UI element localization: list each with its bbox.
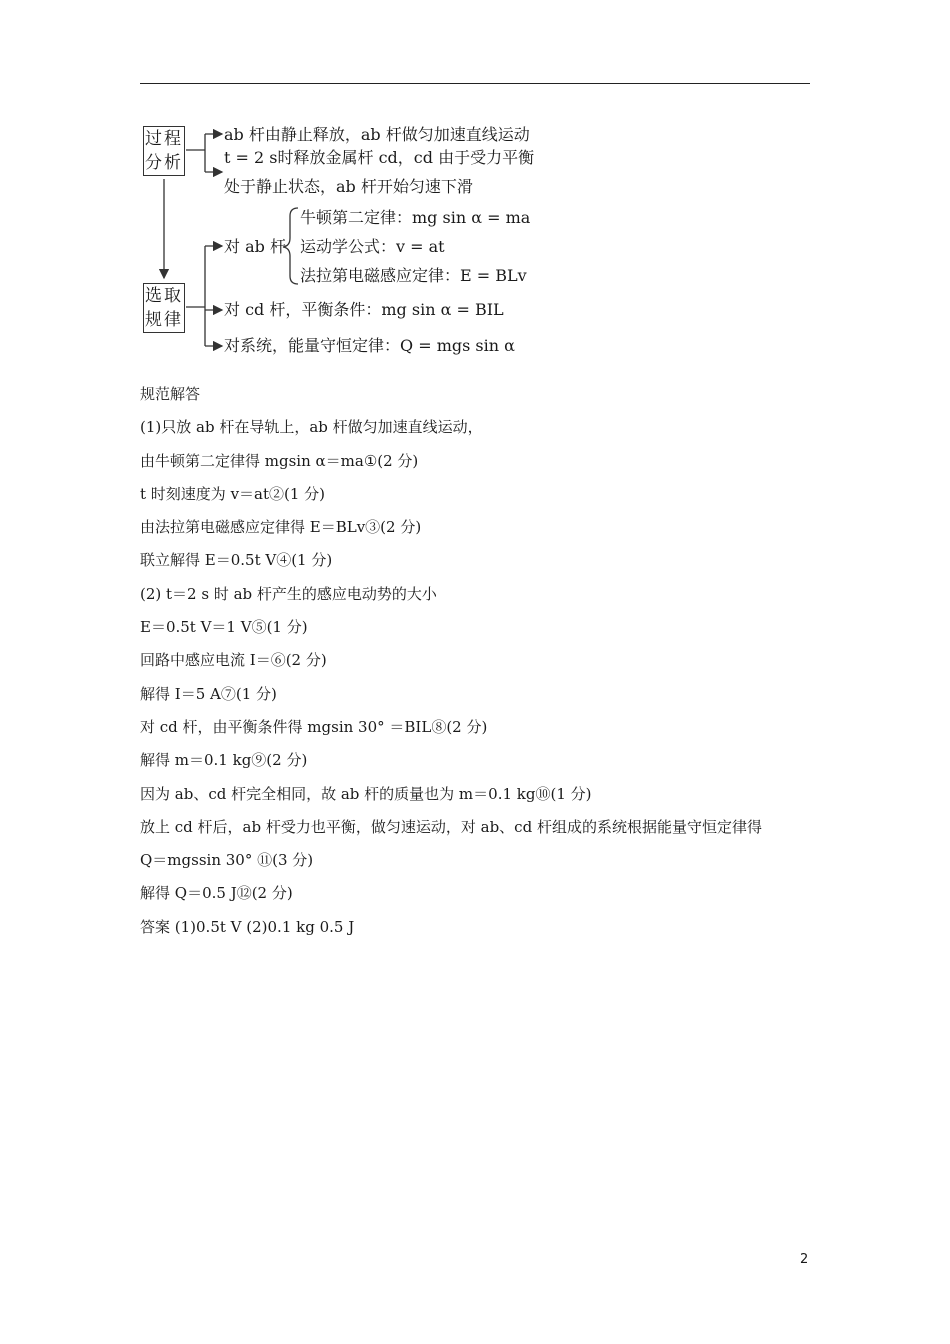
process-line-2: t = 2 s时释放金属杆 cd，cd 由于受力平衡	[224, 148, 535, 167]
law-ab-faraday: 法拉第电磁感应定律：E = BLv	[300, 266, 527, 285]
solution-line: t 时刻速度为 v＝at②(1 分)	[140, 484, 326, 503]
solution-line: (2) t＝2 s 时 ab 杆产生的感应电动势的大小	[140, 584, 437, 603]
process-analysis-box	[143, 126, 185, 176]
solution-section	[140, 380, 820, 946]
process-box-line2: 分析	[145, 153, 183, 173]
solution-line: 解得 m＝0.1 kg⑨(2 分)	[140, 751, 308, 770]
solution-line: 回路中感应电流 I＝⑥(2 分)	[140, 651, 327, 670]
law-ab-newton: 牛顿第二定律：mg sin α = ma	[300, 208, 531, 227]
solution-line: 解得 I＝5 A⑦(1 分)	[140, 684, 277, 703]
solution-line: 联立解得 E＝0.5t V④(1 分)	[140, 551, 333, 570]
law-box-line2: 规律	[145, 310, 183, 330]
analysis-diagram	[0, 0, 950, 380]
solution-heading: 规范解答	[140, 385, 201, 403]
solution-line: 放上 cd 杆后，ab 杆受力也平衡，做匀速运动，对 ab、cd 杆组成的系统根据能量守恒定律得	[140, 817, 762, 836]
select-law-box	[143, 283, 185, 333]
solution-line: 由牛顿第二定律得 mgsin α＝ma①(2 分)	[140, 451, 419, 470]
solution-line: 因为 ab、cd 杆完全相同，故 ab 杆的质量也为 m＝0.1 kg⑩(1 分)	[140, 784, 592, 803]
process-line-3: 处于静止状态，ab 杆开始匀速下滑	[224, 177, 473, 196]
process-line-1: ab 杆由静止释放，ab 杆做匀加速直线运动	[224, 125, 530, 144]
solution-line: (1)只放 ab 杆在导轨上，ab 杆做匀加速直线运动，	[140, 418, 483, 437]
answer-line: 答案 (1)0.5t V (2)0.1 kg 0.5 J	[140, 917, 355, 936]
law-ab-kinematics: 运动学公式：v = at	[300, 237, 445, 256]
solution-line: 解得 Q＝0.5 J⑫(2 分)	[140, 884, 293, 903]
page-number: 2	[800, 1252, 809, 1267]
law-system-energy: 对系统，能量守恒定律：Q = mgs sin α	[224, 336, 515, 355]
solution-line: 对 cd 杆，由平衡条件得 mgsin 30° ＝BIL⑧(2 分)	[140, 717, 488, 736]
process-box-line1: 过程	[145, 129, 183, 149]
solution-line: Q＝mgssin 30° ⑪(3 分)	[140, 851, 314, 870]
solution-line: 由法拉第电磁感应定律得 E＝BLv③(2 分)	[140, 518, 422, 537]
solution-line: E＝0.5t V＝1 V⑤(1 分)	[140, 618, 308, 637]
law-box-line1: 选取	[145, 286, 183, 306]
law-ab-label: 对 ab 杆	[224, 237, 286, 256]
law-cd-balance: 对 cd 杆，平衡条件：mg sin α = BIL	[224, 300, 504, 319]
